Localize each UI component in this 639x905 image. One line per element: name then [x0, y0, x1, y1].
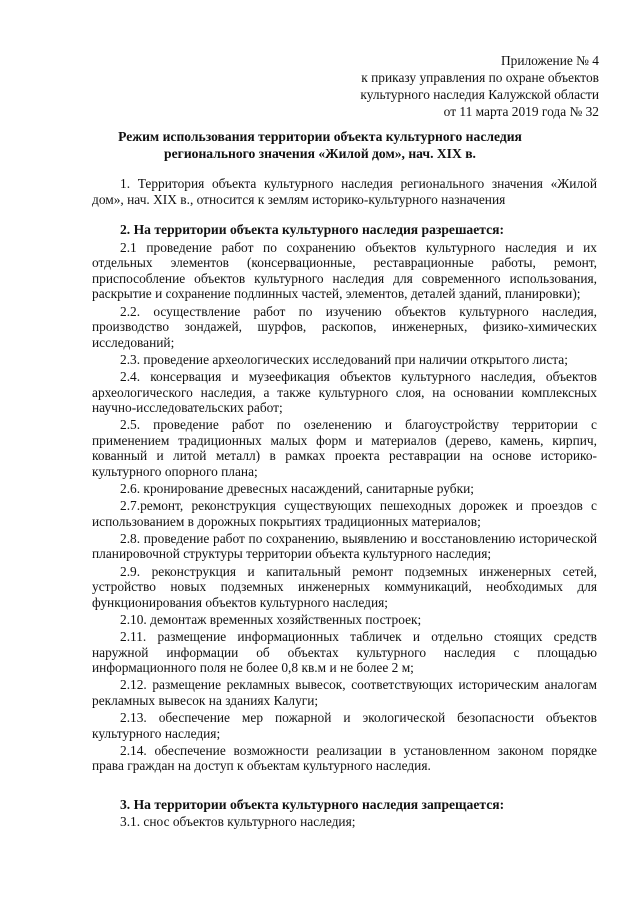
section-3-heading: 3. На территории объекта культурного наследия запрещается:: [120, 796, 505, 812]
annex-number: Приложение № 4: [500, 53, 599, 68]
list-item: 2.10. демонтаж временных хозяйственных построек;: [120, 611, 422, 627]
annex-header: [360, 52, 599, 120]
section-2-heading: 2. На территории объекта культурного наследия разрешается:: [120, 222, 505, 238]
document-title: [70, 128, 570, 162]
annex-order-ref: к приказу управления по охране объектов: [361, 70, 599, 85]
list-item: 2.8. проведение работ по сохранению, выявлению и восстановлению исторической планировочной структуры территории объекта культурного наследия;: [92, 530, 597, 562]
list-item: 2.14. обеспечение возможности реализации в установленном законом порядке права граждан на доступ к объектам культурного наследия.: [92, 742, 597, 774]
title-line-2: регионального значения «Жилой дом», нач. XIX в.: [164, 146, 476, 161]
list-item: 2.12. размещение рекламных вывесок, соответствующих историческим аналогам рекламных вывесок на зданиях Калуги;: [92, 677, 597, 708]
list-item: 2.6. кронирование древесных насаждений, санитарные рубки;: [120, 481, 474, 497]
annex-authority: культурного наследия Калужской области: [360, 87, 599, 102]
list-item: 3.1. снос объектов культурного наследия;: [120, 814, 356, 830]
list-item: 2.2. осуществление работ по изучению объектов культурного наследия, производство зондажей, шурфов, раскопов, инженерных, физико-химических исследований;: [92, 303, 597, 350]
list-item: 2.3. проведение археологических исследований при наличии открытого листа;: [120, 351, 568, 367]
list-item: 2.11. размещение информационных табличек и отдельно стоящих средств наружной информации об объектах культурного наследия с площадью информационного поля не более 0,8 кв.м и не более 2 м;: [92, 628, 597, 676]
document-body: [92, 176, 597, 830]
list-item: 2.4. консервация и музеефикация объектов культурного наследия, объектов археологического наследия, а также культурного слоя, на основании комплексных научно-исследовательских работ;: [92, 368, 597, 416]
section-1-text: 1. Территория объекта культурного наследия регионального значения «Жилой дом», нач. XIX в., относится к землям историко-культурного назначения: [92, 176, 597, 207]
annex-date: от 11 марта 2019 года № 32: [443, 104, 599, 119]
list-item: 2.1 проведение работ по сохранению объектов культурного наследия и их отдельных элементов (консервационные, реставрационные работы, ремонт, приспособление объектов культурного наследия для современного использования, раскрытие и сохранение подлинных частей, элементов, деталей зданий, планировки);: [92, 239, 597, 302]
list-item: 2.13. обеспечение мер пожарной и экологической безопасности объектов культурного наследия;: [92, 709, 597, 741]
list-item: 2.7.ремонт, реконструкция существующих пешеходных дорожек и проездов с использованием в дорожных покрытиях традиционных материалов;: [92, 498, 597, 529]
list-item: 2.9. реконструкция и капитальный ремонт подземных инженерных сетей, устройство новых подземных инженерных коммуникаций, необходимых для функционирования объектов культурного наследия;: [92, 563, 597, 610]
list-item: 2.5. проведение работ по озеленению и благоустройству территории с применением традиционных малых форм и материалов (дерево, камень, кирпич, кованный и литой металл) в рамках проекта реставрации на основе историко-культурного опорного плана;: [92, 417, 597, 479]
title-line-1: Режим использования территории объекта культурного наследия: [118, 129, 522, 144]
